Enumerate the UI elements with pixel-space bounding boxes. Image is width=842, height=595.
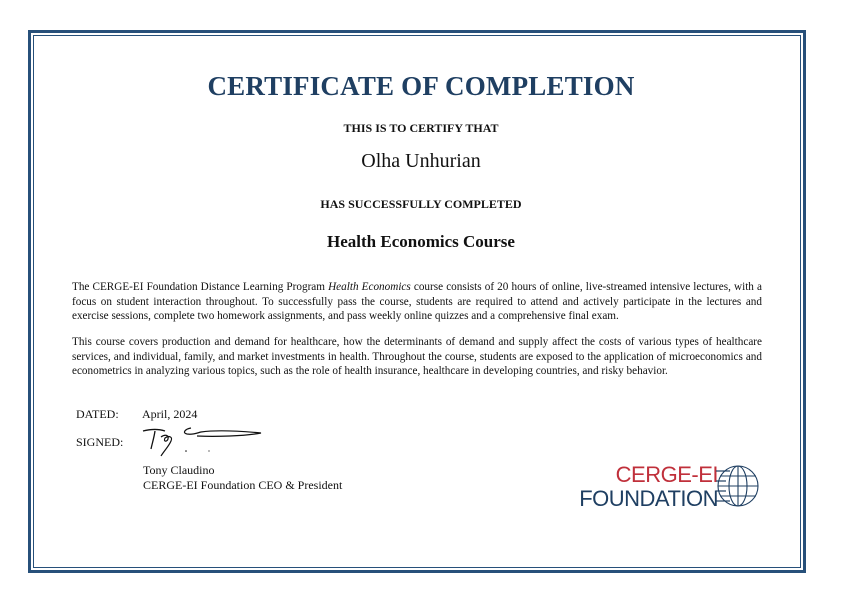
dated-value: April, 2024 xyxy=(142,407,198,421)
logo-text-foundation: FOUNDATION xyxy=(579,486,718,511)
p1-text-after: course consists of 20 hours of online, live-streamed intensive lectures, with a focus on student interaction throughout. To successfully pass the course, students are required to attend and actively participate in the lectures and exercise sessions, complete two homework assignments, and pass weekly online quizzes and a comprehensive final exam. xyxy=(72,281,762,323)
signer-name: Tony Claudino xyxy=(143,463,215,477)
p1-course-italic: Health Economics xyxy=(328,281,411,293)
description-paragraph-2: This course covers production and demand for healthcare, how the determinants of demand and supply affect the costs of various types of healthcare services, and individual, family, and market investments in health. Throughout the course, students are exposed to the application of microeconomics and econometrics in analyzing various topics, such as the role of health insurance, healthcare in developing countries, and risky behavior. xyxy=(72,336,762,378)
signer-title: CERGE-EI Foundation CEO & President xyxy=(143,478,343,492)
certificate-title: CERTIFICATE OF COMPLETION xyxy=(207,71,635,101)
logo-text-cerge-ei: CERGE-EI xyxy=(615,462,718,487)
completed-line: HAS SUCCESSFULLY COMPLETED xyxy=(320,197,522,211)
course-name: Health Economics Course xyxy=(327,232,515,251)
signature-image xyxy=(135,420,265,460)
certify-line: THIS IS TO CERTIFY THAT xyxy=(343,121,499,135)
dated-label: DATED: xyxy=(76,407,119,421)
cerge-ei-foundation-logo xyxy=(578,462,768,512)
recipient-name: Olha Unhurian xyxy=(361,150,481,172)
description-paragraph-1 xyxy=(72,280,762,324)
p1-text-before: The CERGE-EI Foundation Distance Learning Program xyxy=(72,281,329,293)
signed-label: SIGNED: xyxy=(76,435,124,449)
globe-icon xyxy=(716,464,760,508)
